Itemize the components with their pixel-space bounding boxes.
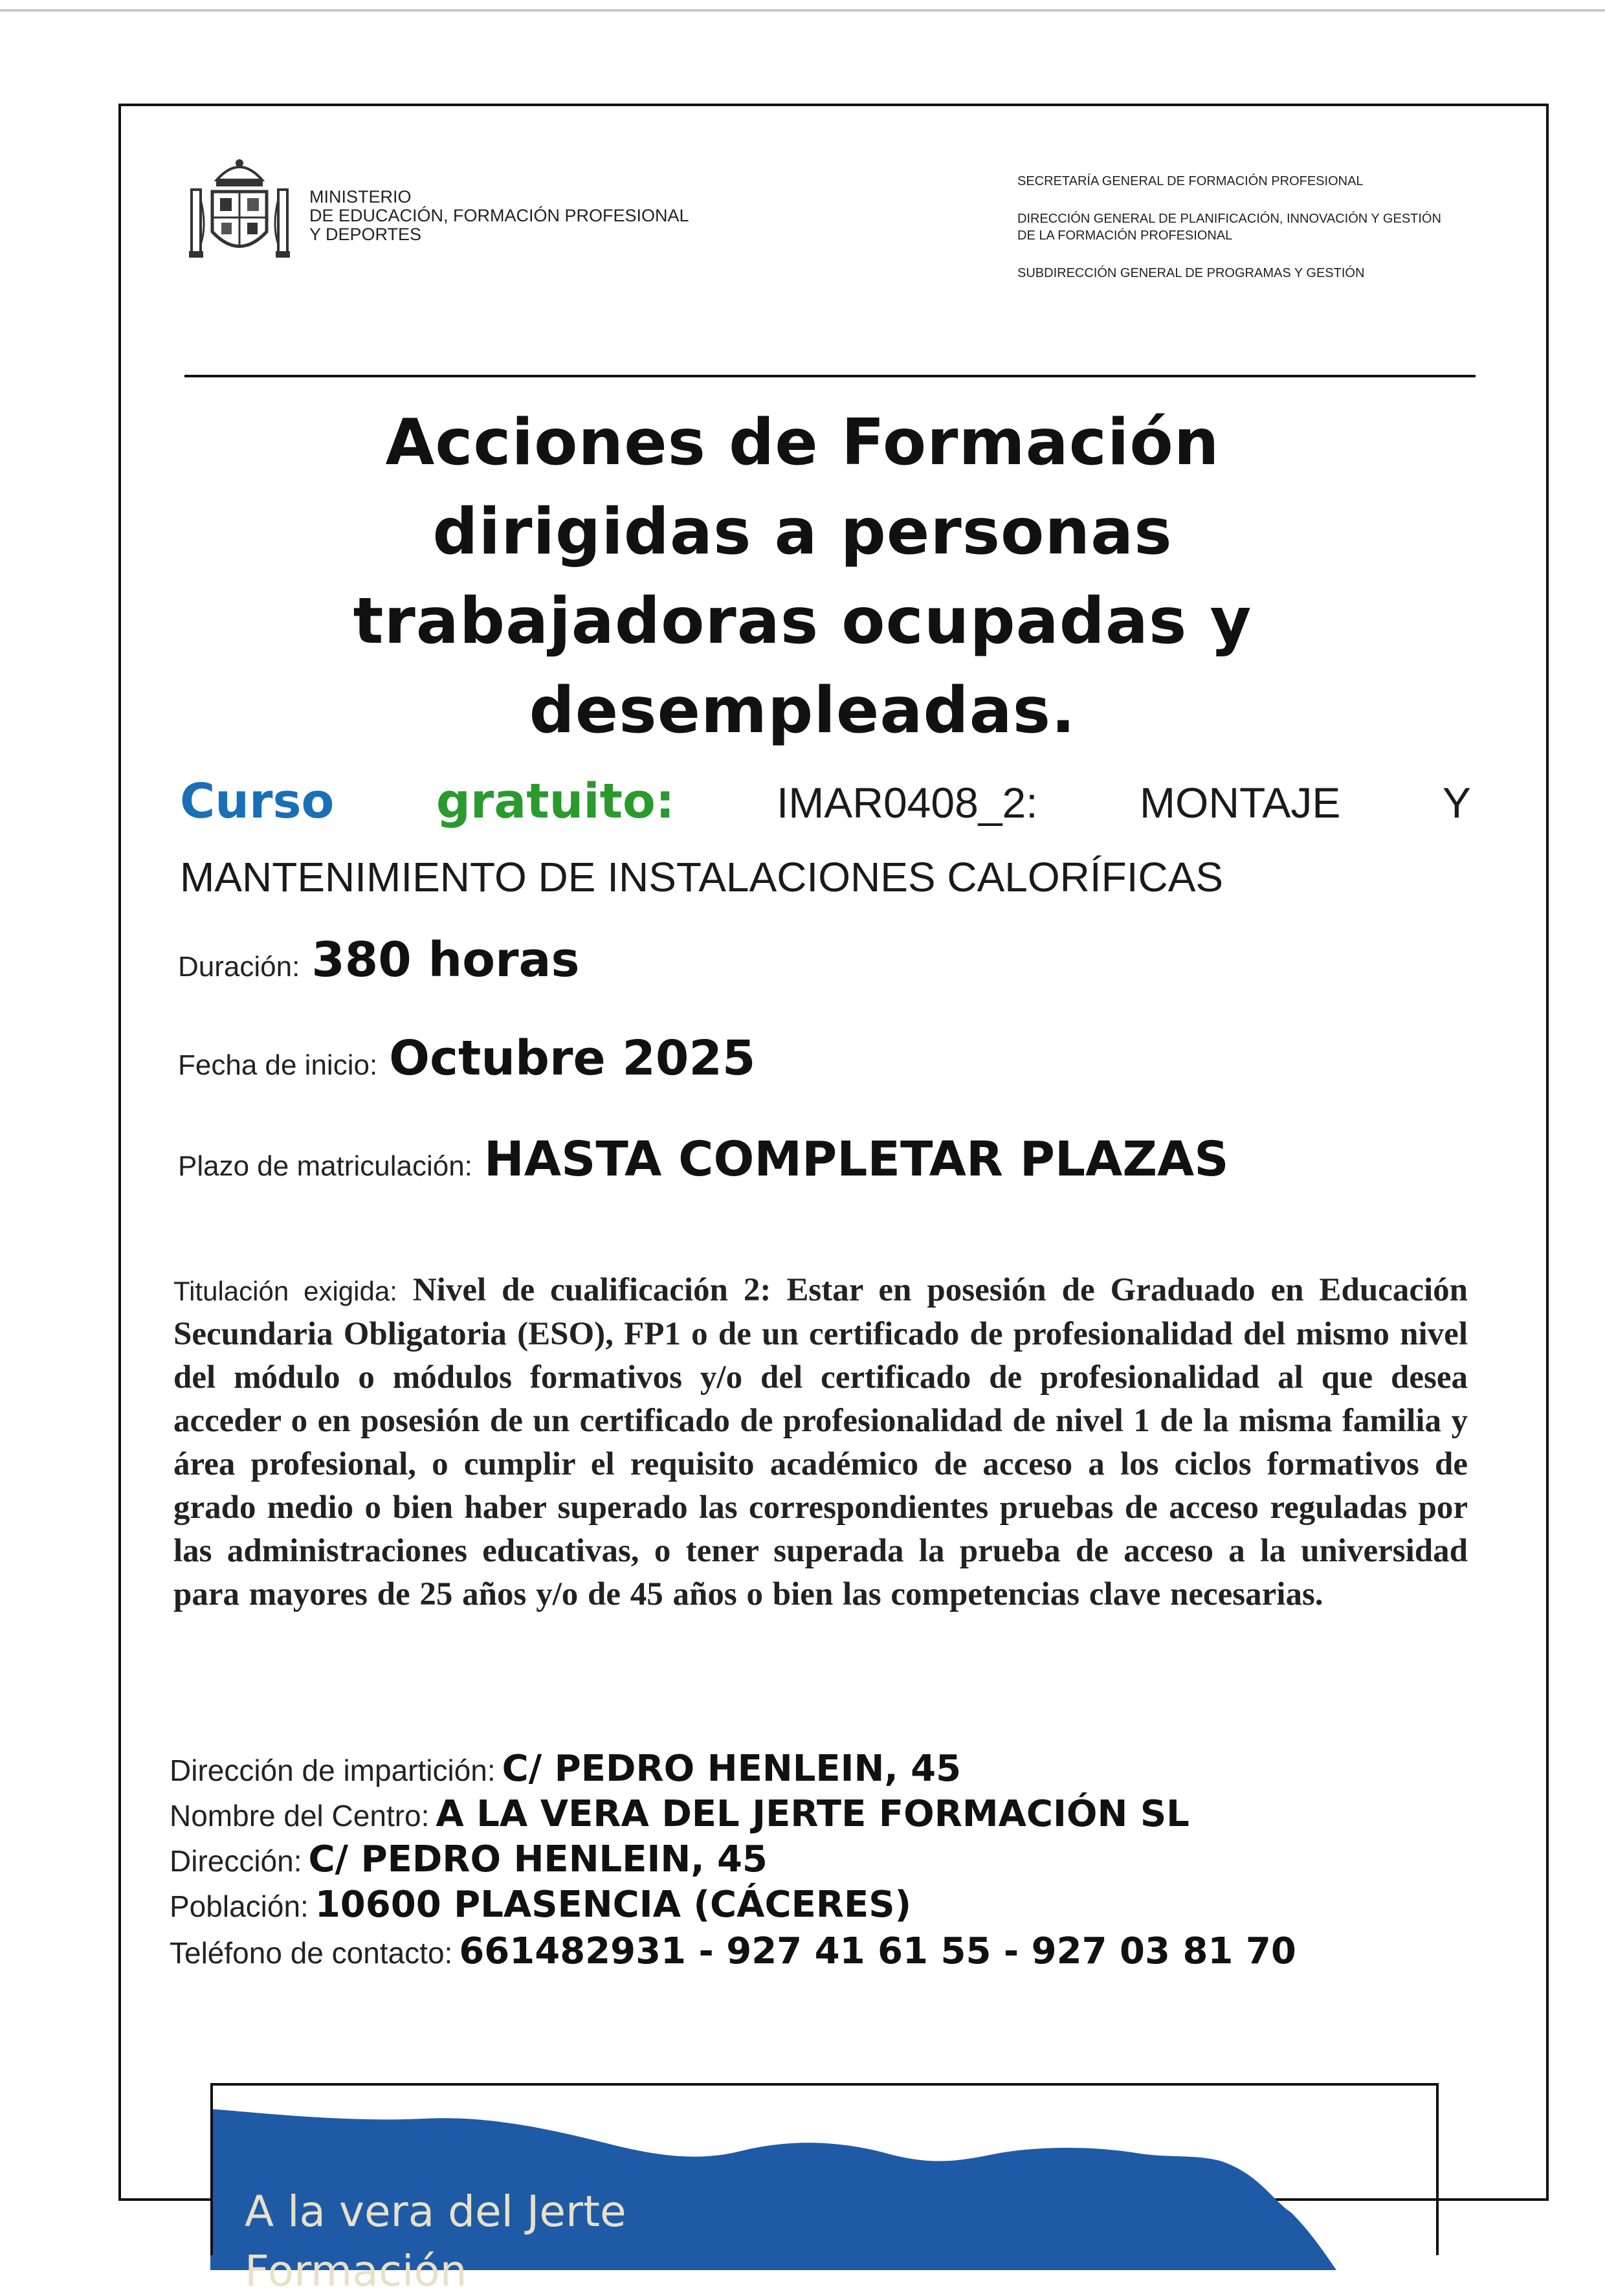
course-name-word: MONTAJE xyxy=(1140,779,1341,827)
issuing-departments xyxy=(1017,173,1441,302)
town-row xyxy=(170,1884,1464,1929)
scan-top-edge xyxy=(0,9,1605,12)
duration-value: 380 horas xyxy=(311,932,580,988)
phone-label: Teléfono de contacto: xyxy=(170,1936,453,1970)
duration-field xyxy=(178,932,580,988)
page-title xyxy=(194,398,1411,755)
address-value: C/ PEDRO HENLEIN, 45 xyxy=(308,1838,768,1880)
address-label: Dirección: xyxy=(170,1844,302,1878)
center-name-value: A LA VERA DEL JERTE FORMACIÓN SL xyxy=(436,1793,1190,1835)
free-label: gratuito: xyxy=(436,774,675,829)
secretaria-general: SECRETARÍA GENERAL DE FORMACIÓN PROFESIONAL xyxy=(1017,174,1364,188)
logo-text-line-2: Formación xyxy=(245,2246,467,2296)
title-line: dirigidas a personas xyxy=(432,495,1173,569)
course-code: IMAR0408_2: xyxy=(776,779,1038,827)
enrollment-period-field xyxy=(178,1131,1229,1187)
ministry-line: Y DEPORTES xyxy=(309,225,422,244)
direccion-general-line-1: DIRECCIÓN GENERAL DE PLANIFICACIÓN, INNOVACIÓN Y GESTIÓN xyxy=(1017,212,1441,226)
start-date-field xyxy=(178,1031,755,1086)
town-value: 10600 PLASENCIA (CÁCERES) xyxy=(315,1884,912,1926)
enrollment-period-value: HASTA COMPLETAR PLAZAS xyxy=(483,1131,1229,1187)
phone-value: 661482931 - 927 41 61 55 - 927 03 81 70 xyxy=(459,1930,1296,1972)
enrollment-period-label: Plazo de matriculación: xyxy=(178,1150,472,1182)
logo-text: A la vera del Jerte xyxy=(245,2187,626,2236)
qualification-text: Nivel de cualificación 2: Estar en posesión de Graduado en Educación Secundaria Obligatoria (ESO), FP1 o de un certificado de profesionalidad del mismo nivel del módulo o módulos formativos y/o del certificado de profesionalidad al que desea acceder o en posesión de un certificado de profesionalidad de nivel 1 de la misma familia y área profesional, o cumplir el requisito académico de acceso a los ciclos formativos de grado medio o bien haber superado las correspondientes pruebas de acceso reguladas por las administraciones educativas, o tener superada la prueba de acceso a la universidad para mayores de 25 años y/o de 45 años o bien las competencias clave necesarias. xyxy=(173,1272,1468,1612)
center-name-label: Nombre del Centro: xyxy=(170,1799,430,1833)
training-address-row xyxy=(170,1748,1464,1793)
course-name-line-2: MANTENIMIENTO DE INSTALACIONES CALORÍFICAS xyxy=(180,854,1224,900)
subdireccion-general: SUBDIRECCIÓN GENERAL DE PROGRAMAS Y GESTIÓN xyxy=(1017,266,1365,280)
qualification-label: Titulación exigida: xyxy=(173,1276,397,1306)
center-name-row xyxy=(170,1793,1464,1838)
training-address-label: Dirección de impartición: xyxy=(170,1754,496,1787)
header-divider xyxy=(184,375,1476,377)
phone-row xyxy=(170,1929,1464,1974)
start-date-value: Octubre 2025 xyxy=(389,1031,756,1086)
duration-label: Duración: xyxy=(178,951,300,983)
ministry-line: DE EDUCACIÓN, FORMACIÓN PROFESIONAL xyxy=(309,206,689,225)
title-line: desempleadas. xyxy=(529,674,1076,748)
contact-block xyxy=(170,1748,1464,1974)
ministry-line: MINISTERIO xyxy=(309,187,412,206)
course-line xyxy=(180,774,1471,829)
coat-of-arms-icon xyxy=(188,154,291,264)
town-label: Población: xyxy=(170,1889,309,1923)
address-row xyxy=(170,1838,1464,1884)
start-date-label: Fecha de inicio: xyxy=(178,1049,378,1081)
direccion-general-line-2: DE LA FORMACIÓN PROFESIONAL xyxy=(1017,228,1233,243)
course-label: Curso xyxy=(180,774,335,829)
course-name-word: Y xyxy=(1442,779,1471,827)
title-line: Acciones de Formación xyxy=(385,406,1220,480)
ministry-name xyxy=(309,188,689,244)
training-address-value: C/ PEDRO HENLEIN, 45 xyxy=(502,1748,962,1790)
title-line: trabajadoras ocupadas y xyxy=(353,585,1252,658)
required-qualification xyxy=(173,1269,1468,1616)
